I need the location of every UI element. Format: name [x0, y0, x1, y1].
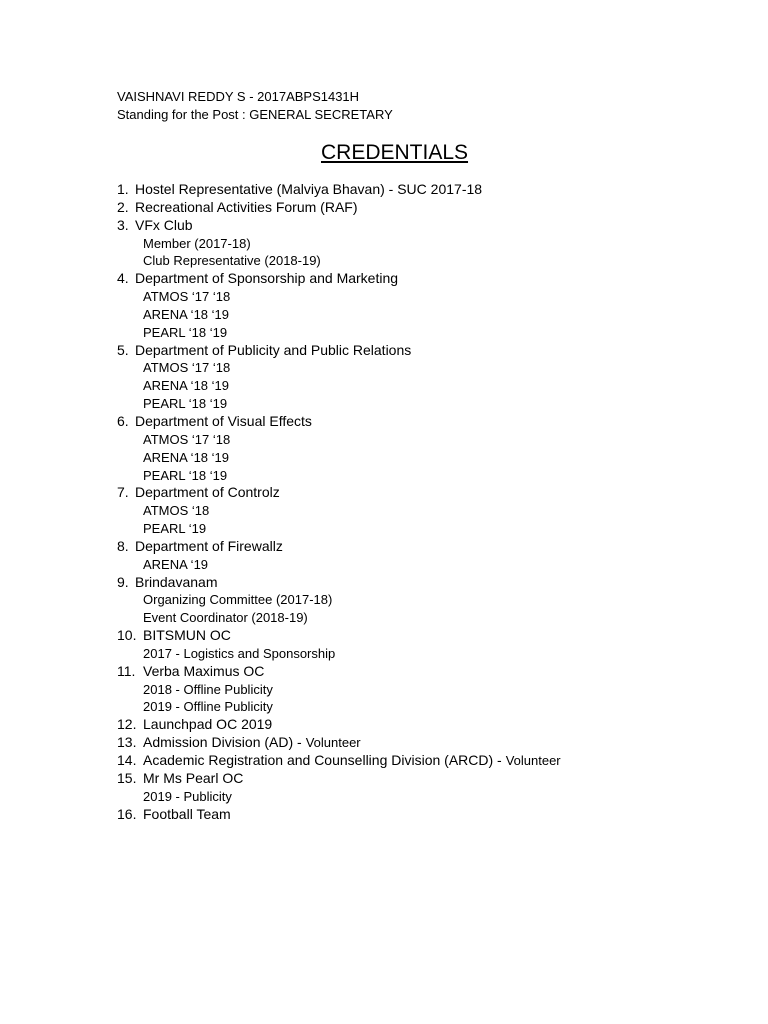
credential-heading: [117, 716, 737, 734]
credential-heading: [117, 342, 737, 360]
credential-title: BITSMUN OC: [143, 627, 231, 644]
credential-title: Department of Sponsorship and Marketing: [135, 270, 399, 287]
credential-detail: PEARL ‘18 ‘19: [143, 324, 228, 340]
credential-item: [117, 574, 737, 628]
credential-title: Verba Maximus OC: [143, 662, 265, 679]
credential-item: [117, 716, 737, 734]
credential-title: Academic Registration and Counselling Division (ARCD) -: [143, 752, 502, 768]
credential-detail: Member (2017-18): [143, 235, 251, 251]
credential-detail: 2017 - Logistics and Sponsorship: [143, 645, 336, 661]
credential-detail: ATMOS ‘18: [143, 503, 210, 519]
credential-detail: ARENA ‘19: [143, 556, 209, 572]
credential-number: 10.: [117, 627, 137, 644]
credential-detail: ATMOS ‘17 ‘18: [143, 360, 231, 376]
credential-item: [117, 181, 737, 199]
credential-item: [117, 734, 737, 752]
credential-item: [117, 752, 737, 770]
credential-note: Volunteer: [305, 735, 361, 751]
credential-heading: [117, 752, 737, 770]
credential-heading: [117, 484, 737, 502]
credential-number: 7.: [117, 484, 129, 501]
credential-item: [117, 484, 737, 538]
credential-heading: [117, 217, 737, 235]
credential-detail: PEARL ‘18 ‘19: [143, 467, 228, 483]
credential-detail: 2018 - Offline Publicity: [143, 681, 273, 697]
credential-number: 4.: [117, 270, 129, 287]
credential-number: 16.: [117, 805, 137, 822]
credential-heading: [117, 413, 737, 431]
page-title: CREDENTIALS: [321, 141, 469, 164]
credential-detail: ATMOS ‘17 ‘18: [143, 289, 231, 305]
credential-item: [117, 217, 737, 271]
credential-title: Department of Publicity and Public Relations: [135, 341, 412, 358]
credential-number: 2.: [117, 198, 129, 215]
credential-title: Mr Ms Pearl OC: [143, 769, 244, 786]
credential-detail: ARENA ‘18 ‘19: [143, 449, 229, 465]
credential-item: [117, 627, 737, 663]
credential-detail: 2019 - Publicity: [143, 788, 232, 804]
credential-number: 12.: [117, 716, 137, 733]
credential-heading: [117, 181, 737, 199]
credential-heading: [117, 627, 737, 645]
credential-number: 8.: [117, 537, 129, 554]
credential-heading: [117, 734, 737, 752]
credential-number: 13.: [117, 734, 137, 751]
credential-title: VFx Club: [135, 216, 193, 233]
credential-item: [117, 538, 737, 574]
credential-detail: ATMOS ‘17 ‘18: [143, 431, 231, 447]
credential-item: [117, 342, 737, 413]
credential-number: 14.: [117, 752, 137, 768]
credential-detail: Event Coordinator (2018-19): [143, 610, 308, 626]
credential-item: [117, 199, 737, 217]
credential-item: [117, 270, 737, 341]
credential-title: Department of Controlz: [135, 484, 280, 501]
credential-detail: ARENA ‘18 ‘19: [143, 306, 229, 322]
credential-detail: Organizing Committee (2017-18): [143, 592, 333, 608]
candidate-name: VAISHNAVI REDDY S - 2017ABPS1431H: [117, 89, 360, 104]
credential-item: [117, 663, 737, 717]
credential-number: 6.: [117, 412, 129, 429]
credential-title: Department of Visual Effects: [135, 412, 312, 429]
credential-number: 15.: [117, 769, 137, 786]
credential-title: Department of Firewallz: [135, 537, 283, 554]
credential-heading: [117, 663, 737, 681]
credential-item: [117, 770, 737, 806]
credential-title: Recreational Activities Forum (RAF): [135, 198, 358, 215]
credential-title: Admission Division (AD) -: [143, 734, 302, 751]
credential-heading: [117, 199, 737, 217]
credential-number: 5.: [117, 341, 129, 358]
credential-heading: [117, 574, 737, 592]
document-page: [117, 88, 737, 839]
credential-note: Volunteer: [505, 753, 561, 768]
credential-title: Football Team: [143, 805, 231, 822]
credentials-list: [117, 181, 737, 823]
credential-detail: PEARL ‘19: [143, 521, 207, 537]
credential-title: Hostel Representative (Malviya Bhavan) - SUC 2017-18: [135, 181, 483, 197]
credential-item: [117, 806, 737, 824]
credential-heading: [117, 538, 737, 556]
credential-detail: 2019 - Offline Publicity: [143, 699, 273, 715]
standing-post: Standing for the Post : GENERAL SECRETARY: [117, 106, 393, 122]
credential-item: [117, 413, 737, 484]
credential-detail: ARENA ‘18 ‘19: [143, 378, 229, 394]
credential-title: Launchpad OC 2019: [143, 716, 273, 733]
credential-heading: [117, 770, 737, 788]
credential-number: 9.: [117, 573, 129, 590]
credential-detail: PEARL ‘18 ‘19: [143, 396, 228, 412]
credential-detail: Club Representative (2018-19): [143, 253, 321, 269]
credential-title: Brindavanam: [135, 573, 218, 590]
credential-heading: [117, 270, 737, 288]
credential-heading: [117, 806, 737, 824]
credential-number: 1.: [117, 181, 129, 197]
credential-number: 11.: [117, 662, 136, 679]
credential-number: 3.: [117, 216, 129, 233]
